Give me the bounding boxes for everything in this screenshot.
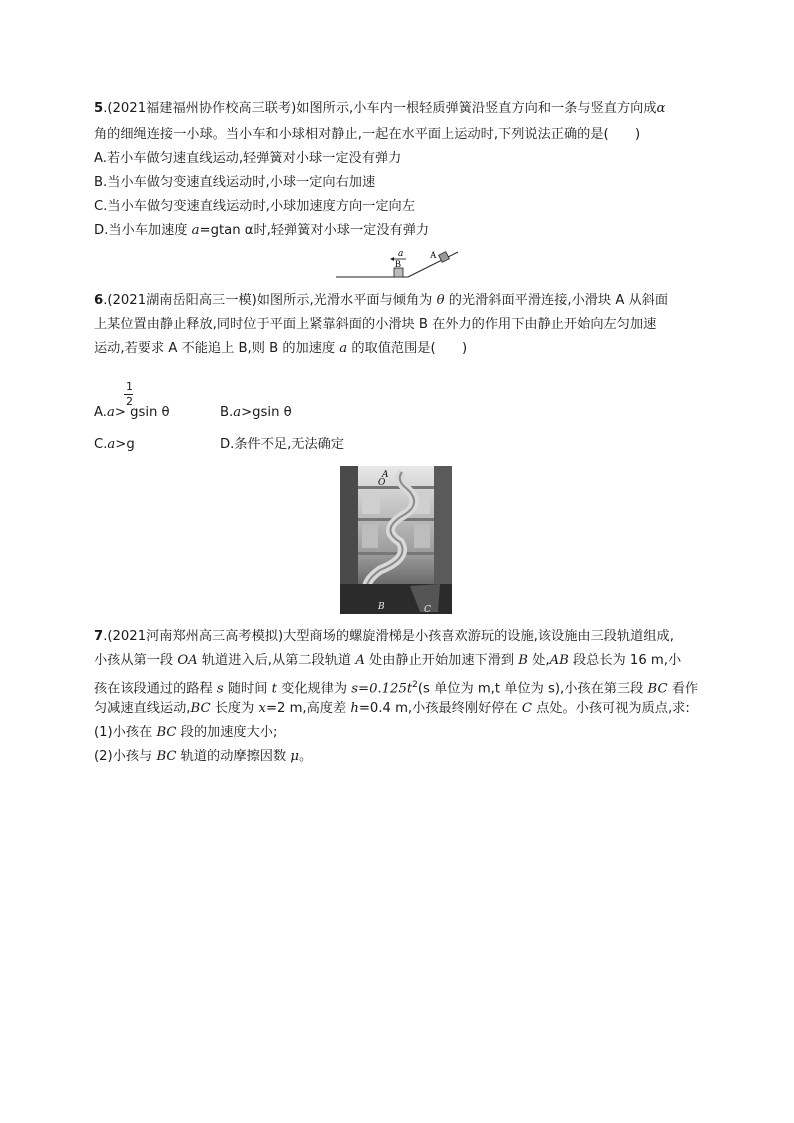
- q7-subquestion-2: (2)小孩与 BC 轨道的动摩擦因数 μ。: [94, 749, 313, 764]
- q5-number: 5: [94, 101, 104, 116]
- q5-option-d: D.当小车加速度 a=gtan α时,轻弹簧对小球一定没有弹力: [94, 223, 430, 238]
- label-c: C: [424, 605, 431, 614]
- label-a-upper: A: [430, 250, 437, 260]
- q7-subquestion-1: (1)小孩在 BC 段的加速度大小;: [94, 725, 278, 740]
- q5-option-a: A.若小车做匀速直线运动,轻弹簧对小球一定没有弹力: [94, 151, 402, 166]
- spiral-slide-photo: [340, 466, 452, 614]
- q6-line-3: 运动,若要求 A 不能追上 B,则 B 的加速度 a 的取值范围是( ): [94, 341, 468, 356]
- q6-option-a: A.a> gsin θ: [94, 405, 170, 420]
- q5-option-b: B.当小车做匀变速直线运动时,小球一定向右加速: [94, 175, 376, 190]
- label-o: O: [378, 478, 386, 488]
- label-a: A: [382, 470, 389, 480]
- q5-line-1: 5.(2021福建福州协作校高三联考)如图所示,小车内一根轻质弹簧沿竖直方向和一条与竖直方向成α: [94, 101, 666, 116]
- block-b-shape: [394, 268, 403, 277]
- q7-line-4: 匀减速直线运动,BC 长度为 x=2 m,高度差 h=0.4 m,小孩最终刚好停在 C 点处。小孩可视为质点,求:: [94, 701, 690, 716]
- q7-number: 7: [94, 629, 104, 644]
- label-b: B: [378, 602, 385, 612]
- q5-option-c: C.当小车做匀变速直线运动时,小球加速度方向一定向左: [94, 199, 415, 214]
- q7-line-3: 孩在该段通过的路程 s 随时间 t 变化规律为 $s=0.125t^2(s$ 单位为 m,t 单位为 s),小孩在第三段 BC 看作: [94, 680, 699, 697]
- q6-line-1: 6.(2021湖南岳阳高三一模)如图所示,光滑水平面与倾角为 θ 的光滑斜面平滑连接,小滑块 A 从斜面: [94, 293, 669, 308]
- fraction-denominator: 2: [126, 395, 133, 408]
- q7-line-2: 小孩从第一段 OA 轨道进入后,从第二段轨道 A 处由静止开始加速下滑到 B 处,AB 段总长为 16 m,小: [94, 653, 682, 668]
- q6-option-d: D.条件不足,无法确定: [220, 437, 345, 452]
- q5-line-2: 角的细绳连接一小球。当小车和小球相对静止,一起在水平面上运动时,下列说法正确的是( ): [94, 127, 641, 142]
- label-a: a: [398, 249, 404, 259]
- q6-option-c: C.a>g: [94, 437, 135, 452]
- q6-option-b: B.a>gsin θ: [220, 405, 292, 420]
- q7-line-1: 7.(2021河南郑州高三高考模拟)大型商场的螺旋滑梯是小孩喜欢游玩的设施,该设施由三段轨道组成,: [94, 629, 674, 644]
- q5-cart-incline-figure: [336, 246, 462, 280]
- q6-line-2: 上某位置由静止释放,同时位于平面上紧靠斜面的小滑块 B 在外力的作用下由静止开始向左匀加速: [94, 317, 657, 332]
- fraction-numerator: 1: [126, 380, 133, 393]
- q6-number: 6: [94, 293, 104, 308]
- label-b: B: [395, 259, 402, 269]
